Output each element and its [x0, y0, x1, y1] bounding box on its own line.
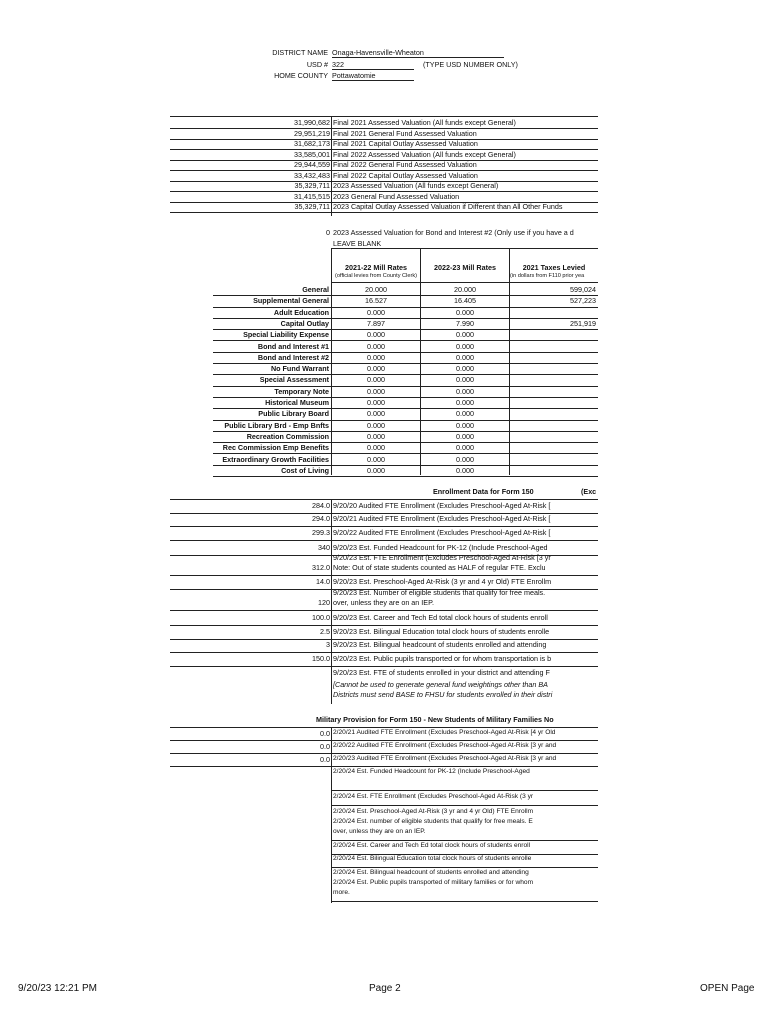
mill-row-fund-name: Recreation Commission — [246, 431, 329, 441]
mill-row-fund-name: Cost of Living — [281, 465, 329, 475]
enrollment-value[interactable]: 299.3 — [312, 528, 330, 537]
mill-rate-2022-23[interactable]: 0.000 — [456, 409, 474, 419]
valuation-value[interactable]: 33,432,483 — [294, 170, 330, 180]
mill-rate-2022-23[interactable]: 0.000 — [456, 398, 474, 407]
mill-rate-2021-22[interactable]: 0.000 — [367, 375, 385, 385]
bond-interest-2-valuation-value[interactable]: 0 — [326, 228, 330, 237]
enrollment-value[interactable]: 284.0 — [312, 501, 330, 510]
mill-rate-header-2021-22: 2021-22 Mill Rates — [345, 263, 407, 272]
valuation-value[interactable]: 31,415,515 — [294, 191, 330, 201]
enrollment-label: 9/20/23 Est. FTE Enrollment (Excludes Preschool-Aged At-Risk [3 yr — [333, 553, 551, 562]
mill-row-fund-name: Extraordinary Growth Facilities — [222, 454, 329, 464]
mill-rate-2021-22[interactable]: 0.000 — [367, 420, 385, 430]
enrollment-label: 9/20/22 Audited FTE Enrollment (Excludes Preschool-Aged At-Risk [ — [333, 528, 551, 537]
military-label: 2/20/24 Est. number of eligible students that qualify for free meals. E — [333, 818, 533, 825]
enrollment-label: 9/20/23 Est. Funded Headcount for PK-12 (Include Preschool-Aged — [333, 543, 548, 552]
mill-rate-2021-22[interactable]: 20.000 — [365, 285, 387, 294]
mill-rate-2021-22[interactable]: 7.897 — [367, 318, 385, 328]
mill-rate-2022-23[interactable]: 20.000 — [454, 285, 476, 294]
usd-number-label: USD # — [306, 60, 328, 69]
mill-rate-2021-22[interactable]: 16.527 — [365, 296, 387, 306]
military-value[interactable]: 0.0 — [320, 742, 330, 751]
mill-row-fund-name: Supplemental General — [253, 296, 329, 306]
usd-number-field[interactable]: 322 — [332, 60, 414, 70]
valuation-value[interactable]: 31,682,173 — [294, 139, 330, 148]
enrollment-value[interactable]: 150.0 — [312, 654, 330, 663]
military-label: 2/20/24 Est. Career and Tech Ed total clock hours of students enroll — [333, 842, 531, 849]
valuation-label: 2023 Capital Outlay Assessed Valuation if Different than All Other Funds — [333, 202, 563, 211]
bond-interest-2-valuation-label: 2023 Assessed Valuation for Bond and Interest #2 (Only use if you have a d — [333, 228, 574, 237]
mill-rate-2021-22[interactable]: 0.000 — [367, 431, 385, 441]
enrollment-label: 9/20/23 Est. Bilingual headcount of students enrolled and attending — [333, 640, 547, 649]
valuation-label: Final 2022 Assessed Valuation (All funds except General) — [333, 149, 516, 159]
military-label: 2/20/22 Audited FTE Enrollment (Excludes Preschool-Aged At-Risk [3 yr and — [333, 742, 557, 749]
mill-row-fund-name: Temporary Note — [274, 386, 329, 396]
mill-rate-2021-22[interactable]: 0.000 — [367, 454, 385, 464]
mill-row-fund-name: No Fund Warrant — [270, 364, 329, 374]
enrollment-value[interactable]: 100.0 — [312, 613, 330, 622]
enrollment-value[interactable]: 340 — [318, 543, 330, 552]
enrollment-value[interactable]: 14.0 — [316, 577, 330, 586]
valuation-value[interactable]: 31,990,682 — [294, 118, 330, 127]
mill-rate-2021-22[interactable]: 0.000 — [367, 398, 385, 407]
mill-row-fund-name: Adult Education — [273, 307, 329, 317]
mill-row-fund-name: Bond and Interest #1 — [257, 341, 329, 351]
enrollment-label: 9/20/23 Est. Number of eligible students that qualify for free meals. — [333, 588, 546, 597]
taxes-levied-header-2021-sub: (in dollars from F110 prior yea — [510, 273, 585, 279]
mill-row-fund-name: Bond and Interest #2 — [257, 352, 329, 362]
district-name-label: DISTRICT NAME — [272, 48, 328, 57]
mill-row-fund-name: General — [302, 285, 329, 294]
enrollment-label: 9/20/23 Est. Public pupils transported or for whom transportation is b — [333, 654, 552, 663]
mill-rate-2022-23[interactable]: 0.000 — [456, 330, 474, 340]
leave-blank-note: LEAVE BLANK — [333, 239, 382, 248]
mill-row-fund-name: Public Library Brd - Emp Bnfts — [224, 420, 329, 430]
enrollment-value[interactable]: 3 — [326, 640, 330, 649]
military-value[interactable]: 0.0 — [320, 729, 330, 738]
valuation-label: Final 2021 General Fund Assessed Valuation — [333, 128, 477, 138]
valuation-label: 2023 General Fund Assessed Valuation — [333, 191, 460, 201]
mill-rate-2021-22[interactable]: 0.000 — [367, 341, 385, 351]
enrollment-label: 9/20/23 Est. FTE of students enrolled in your district and attending F — [333, 668, 550, 677]
military-label: more. — [333, 889, 350, 896]
footer-datetime: 9/20/23 12:21 PM — [18, 983, 97, 994]
military-label: 2/20/24 Est. Bilingual headcount of students enrolled and attending — [333, 869, 529, 876]
mill-rate-2021-22[interactable]: 0.000 — [367, 386, 385, 396]
enrollment-label: 9/20/20 Audited FTE Enrollment (Excludes Preschool-Aged At-Risk [ — [333, 501, 551, 510]
enrollment-italic-note: Districts must send BASE to FHSU for students enrolled in their distri — [333, 690, 553, 699]
military-label: 2/20/24 Est. Funded Headcount for PK-12 (Include Preschool-Aged — [333, 768, 530, 775]
military-label: 2/20/24 Est. Preschool-Aged At-Risk (3 yr and 4 yr Old) FTE Enrollm — [333, 808, 534, 815]
enrollment-section-title: Enrollment Data for Form 150 — [433, 487, 534, 496]
district-name-field[interactable]: Onaga-Havensville-Wheaton — [332, 48, 504, 58]
mill-rate-2022-23[interactable]: 0.000 — [456, 307, 474, 317]
enrollment-label: 9/20/23 Est. Career and Tech Ed total clock hours of students enroll — [333, 613, 548, 622]
military-label: 2/20/23 Audited FTE Enrollment (Excludes Preschool-Aged At-Risk [3 yr and — [333, 755, 557, 762]
mill-row-fund-name: Special Liability Expense — [243, 330, 329, 340]
mill-rate-2022-23[interactable]: 0.000 — [456, 454, 474, 464]
military-label: 2/20/21 Audited FTE Enrollment (Excludes Preschool-Aged At-Risk [4 yr Old — [333, 729, 556, 736]
valuation-value[interactable]: 35,329,711 — [294, 181, 330, 190]
mill-rate-2022-23[interactable]: 0.000 — [456, 386, 474, 396]
valuation-value[interactable]: 29,944,559 — [294, 160, 330, 169]
valuation-label: Final 2022 Capital Outlay Assessed Valuation — [333, 170, 478, 180]
mill-row-fund-name: Capital Outlay — [280, 318, 329, 328]
mill-rate-2022-23[interactable]: 0.000 — [456, 465, 474, 475]
enrollment-label: 9/20/23 Est. Preschool-Aged At-Risk (3 yr and 4 yr Old) FTE Enrollm — [333, 577, 552, 586]
enrollment-section-title-extra: (Exc — [581, 487, 597, 496]
mill-rate-2022-23[interactable]: 0.000 — [456, 443, 474, 453]
mill-rate-2022-23[interactable]: 0.000 — [456, 341, 474, 351]
enrollment-value[interactable]: 120 — [318, 598, 330, 607]
footer-page-number: Page 2 — [369, 983, 401, 994]
footer-open-page: OPEN Page — [700, 983, 755, 994]
mill-rate-2022-23[interactable]: 0.000 — [456, 431, 474, 441]
mill-rate-2021-22[interactable]: 0.000 — [367, 465, 385, 475]
mill-rate-2022-23[interactable]: 0.000 — [456, 420, 474, 430]
military-label: over, unless they are on an IEP. — [333, 828, 426, 835]
enrollment-value[interactable]: 294.0 — [312, 514, 330, 523]
mill-rate-2021-22[interactable]: 0.000 — [367, 307, 385, 317]
enrollment-value[interactable]: 2.5 — [320, 627, 330, 636]
home-county-field[interactable]: Pottawatomie — [332, 71, 414, 81]
taxes-levied-2021[interactable]: 251,919 — [570, 318, 596, 328]
taxes-levied-header-2021: 2021 Taxes Levied — [522, 263, 586, 272]
enrollment-label: 9/20/21 Audited FTE Enrollment (Excludes Preschool-Aged At-Risk [ — [333, 514, 551, 523]
valuation-value[interactable]: 29,951,219 — [294, 128, 330, 138]
taxes-levied-2021[interactable]: 599,024 — [570, 285, 596, 294]
home-county-label: HOME COUNTY — [274, 71, 328, 80]
valuation-value[interactable]: 35,329,711 — [294, 202, 330, 211]
military-label: 2/20/24 Est. FTE Enrollment (Excludes Preschool-Aged At-Risk (3 yr — [333, 793, 534, 800]
mill-row-fund-name: Historical Museum — [265, 398, 329, 407]
military-label: 2/20/24 Est. Public pupils transported of military families or for whom — [333, 879, 534, 886]
mill-rate-2021-22[interactable]: 0.000 — [367, 409, 385, 419]
mill-rate-2022-23[interactable]: 0.000 — [456, 352, 474, 362]
mill-rate-2021-22[interactable]: 0.000 — [367, 364, 385, 374]
enrollment-label: over, unless they are on an IEP. — [333, 598, 434, 607]
mill-rate-2022-23[interactable]: 16.405 — [454, 296, 476, 306]
taxes-levied-2021[interactable]: 527,223 — [570, 296, 596, 306]
enrollment-italic-note: [Cannot be used to generate general fund weightings other than BA — [333, 680, 548, 689]
valuation-label: Final 2021 Capital Outlay Assessed Valuation — [333, 139, 478, 148]
mill-rate-header-2022-23: 2022-23 Mill Rates — [434, 263, 496, 272]
usd-number-note: (TYPE USD NUMBER ONLY) — [423, 60, 518, 69]
military-value[interactable]: 0.0 — [320, 755, 330, 764]
mill-row-fund-name: Public Library Board — [258, 409, 329, 419]
mill-rate-2021-22[interactable]: 0.000 — [367, 443, 385, 453]
mill-rate-2022-23[interactable]: 0.000 — [456, 364, 474, 374]
valuation-label: 2023 Assessed Valuation (All funds except General) — [333, 181, 499, 190]
valuation-value[interactable]: 33,585,001 — [294, 149, 330, 159]
enrollment-value[interactable]: 312.0 — [312, 563, 330, 572]
mill-rate-2021-22[interactable]: 0.000 — [367, 352, 385, 362]
mill-row-fund-name: Special Assessment — [259, 375, 329, 385]
mill-rate-2021-22[interactable]: 0.000 — [367, 330, 385, 340]
enrollment-label: 9/20/23 Est. Bilingual Education total clock hours of students enrolle — [333, 627, 550, 636]
valuation-label: Final 2021 Assessed Valuation (All funds except General) — [333, 118, 516, 127]
military-label: 2/20/24 Est. Bilingual Education total clock hours of students enrolle — [333, 855, 532, 862]
valuation-label: Final 2022 General Fund Assessed Valuation — [333, 160, 477, 169]
mill-rate-header-2021-22-sub: (official levies from County Clerk) — [335, 273, 417, 279]
mill-rate-2022-23[interactable]: 7.990 — [456, 318, 474, 328]
military-section-title: Military Provision for Form 150 - New Students of Military Families No — [316, 715, 554, 724]
enrollment-label: Note: Out of state students counted as HALF of regular FTE. Exclu — [333, 563, 546, 572]
mill-rate-2022-23[interactable]: 0.000 — [456, 375, 474, 385]
mill-row-fund-name: Rec Commission Emp Benefits — [222, 443, 329, 453]
